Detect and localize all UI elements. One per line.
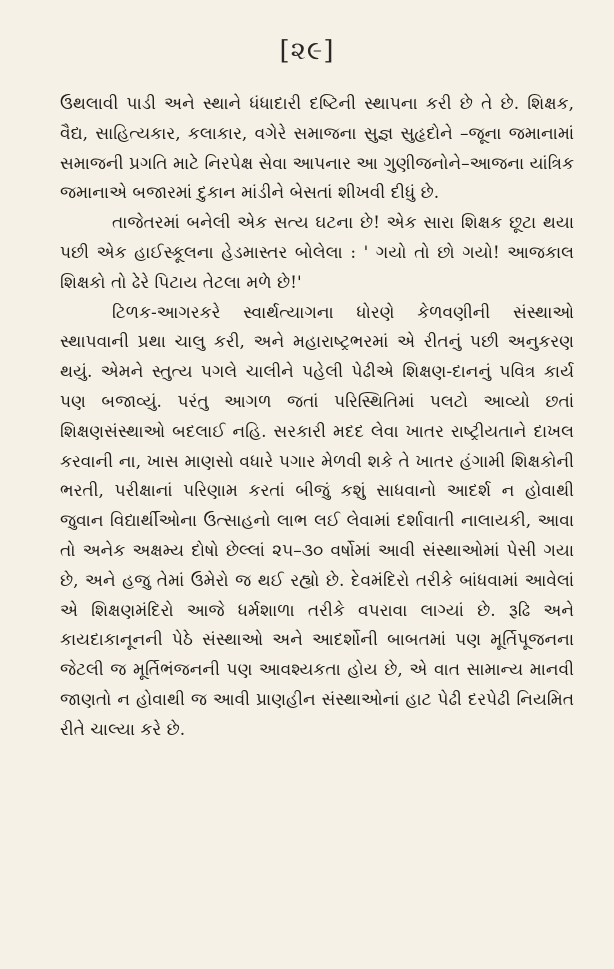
- paragraph-3: ટિળક-આગરકરે સ્વાર્થત્યાગના ધોરણે કેળવણીની સંસ્થાઓ સ્થાપવાની પ્રથા ચાલુ કરી, અને મહારાષ્ટ્રભરમાં એ રીતનું પછી અનુકરણ થયું. એમને સ્તુત્ય પગલે ચાલીને પહેલી પેઢીએ શિક્ષણ-દાનનું પવિત્ર કાર્ય પણ બજાવ્યું. પરંતુ આગળ જતાં પરિસ્થિતિમાં પલટો આવ્યો છતાં શિક્ષણસંસ્થાઓ બદલાઈ નહિ. સરકારી મદદ લેવા ખાતર રાષ્ટ્રીયતાને દાખલ કરવાની ના, ખાસ માણસો વધારે પગાર મેળવી શકે તે ખાતર હંગામી શિક્ષકોની ભરતી, પરીક્ષાનાં પરિણામ કરતાં બીજું કશું સાધવાનો આદર્શ ન હોવાથી જુવાન વિદ્યાર્થીઓના ઉત્સાહનો લાભ લઈ લેવામાં દર્શાવાતી નાલાયકી, આવા તો અનેક અક્ષમ્ય દોષો છેલ્લાં ૨૫–૩૦ વર્ષોમાં આવી સંસ્થાઓમાં પેસી ગયા છે, અને હજુ તેમાં ઉમેરો જ થઈ રહ્યો છે. દેવમંદિરો તરીકે બાંધવામાં આવેલાં એ શિક્ષણમંદિરો આજે ધર્મશાળા તરીકે વપરાવા લાગ્યાં છે. રૂઢિ અને કાયદાકાનૂનની પેઠે સંસ્થાઓ અને આદર્શોની બાબતમાં પણ મૂર્તિપૂજનના જેટલી જ મૂર્તિભંજનની પણ આવશ્યકતા હોય છે, એ વાત સામાન્ય માનવી જાણતો ન હોવાથી જ આવી પ્રાણહીન સંસ્થાઓનાં હાટ પેઢી દરપેઢી નિયમિત રીતે ચાલ્યા કરે છે.: [60, 302, 574, 740]
- page-number: [૨૯]: [279, 36, 335, 66]
- body-text: [60, 90, 574, 746]
- paragraph-1: ઉથલાવી પાડી અને સ્થાને ધંધાદારી દષ્ટિની સ્થાપના કરી છે તે છે. શિક્ષક, વૈદ્ય, સાહિત્યકાર, કલાકાર, વગેરે સમાજના સુજ્ઞ સુહૃદોને –જૂના જમાનામાં સમાજની પ્રગતિ માટે નિરપેક્ષ સેવા આપનાર આ ગુણીજનોને–આજના યાંત્રિક જમાનાએ બજારમાં દુકાન માંડીને બેસતાં શીખવી દીધું છે.: [60, 94, 574, 204]
- paragraph-2: તાજેતરમાં બનેલી એક સત્ય ઘટના છે! એક સારા શિક્ષક છૂટા થયા પછી એક હાઈસ્કૂલના હેડમાસ્તર બોલેલા : ' ગયો તો છો ગયો! આજકાલ શિક્ષકો તો ઢેરે પિટાય તેટલા મળે છે!': [60, 213, 574, 293]
